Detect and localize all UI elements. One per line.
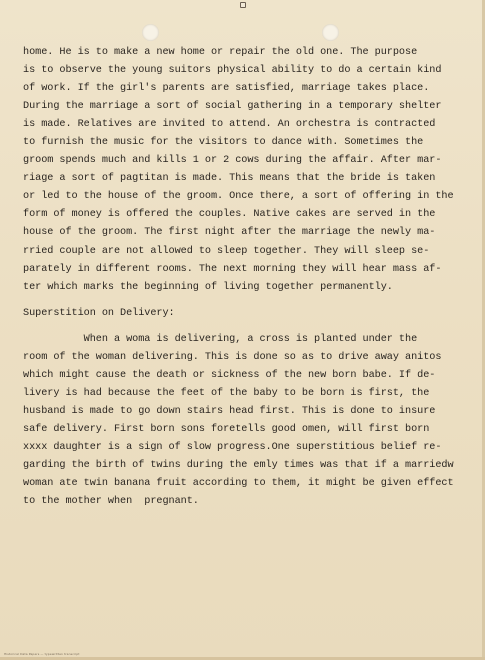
text-line: is made. Relatives are invited to attend. An orchestra is contracted <box>23 119 436 131</box>
paragraph-delivery <box>23 331 479 511</box>
text-line: safe delivery. First born sons foretells good omen, will first born <box>23 423 430 435</box>
text-line: rried couple are not allowed to sleep together. They will sleep se- <box>23 245 430 257</box>
punch-hole <box>142 24 159 41</box>
section-heading: Superstition on Delivery: <box>23 307 175 319</box>
paragraph-marriage <box>23 44 479 297</box>
text-line: is to observe the young suitors physical ability to do a certain kind <box>23 65 442 77</box>
text-line: woman ate twin banana fruit according to them, it might be given effect <box>23 478 454 490</box>
paragraph-gap <box>23 323 479 331</box>
typed-text-body <box>23 44 479 511</box>
text-line: form of money is offered the couples. Native cakes are served in the <box>23 209 436 221</box>
archive-stamp: Historical Data Papers — typewritten transcript <box>4 652 80 656</box>
page-marker <box>240 2 246 8</box>
text-line: parately in different rooms. The next morning they will hear mass af- <box>23 263 442 275</box>
text-line: to furnish the music for the visitors to dance with. Sometimes the <box>23 137 424 149</box>
text-line: livery is had because the feet of the baby to be born is first, the <box>23 387 430 399</box>
punch-hole <box>322 24 339 41</box>
text-line: house of the groom. The first night after the marriage the newly ma- <box>23 227 436 239</box>
text-line: garding the birth of twins during the emly times was that if a marriedw <box>23 460 454 472</box>
text-line: room of the woman delivering. This is done so as to drive away anitos <box>23 351 442 363</box>
text-line: During the marriage a sort of social gathering in a temporary shelter <box>23 101 442 113</box>
text-line: of work. If the girl's parents are satisfied, marriage takes place. <box>23 83 430 95</box>
text-line: home. He is to make a new home or repair the old one. The purpose <box>23 47 418 58</box>
text-line: When a woma is delivering, a cross is planted under the <box>23 333 418 345</box>
text-line: xxxx daughter is a sign of slow progress.One superstitious belief re- <box>23 441 442 453</box>
text-line: riage a sort of pagtitan is made. This means that the bride is taken <box>23 173 436 185</box>
text-line: which might cause the death or sickness of the new born babe. If de- <box>23 369 436 381</box>
text-line: husband is made to go down stairs head first. This is done to insure <box>23 405 436 417</box>
paragraph-gap <box>23 297 479 305</box>
text-line: ter which marks the beginning of living together permanently. <box>23 281 393 293</box>
text-line: groom spends much and kills 1 or 2 cows during the affair. After mar- <box>23 155 442 167</box>
text-line: or led to the house of the groom. Once there, a sort of offering in the <box>23 191 454 203</box>
text-line: to the mother when pregnant. <box>23 496 199 508</box>
